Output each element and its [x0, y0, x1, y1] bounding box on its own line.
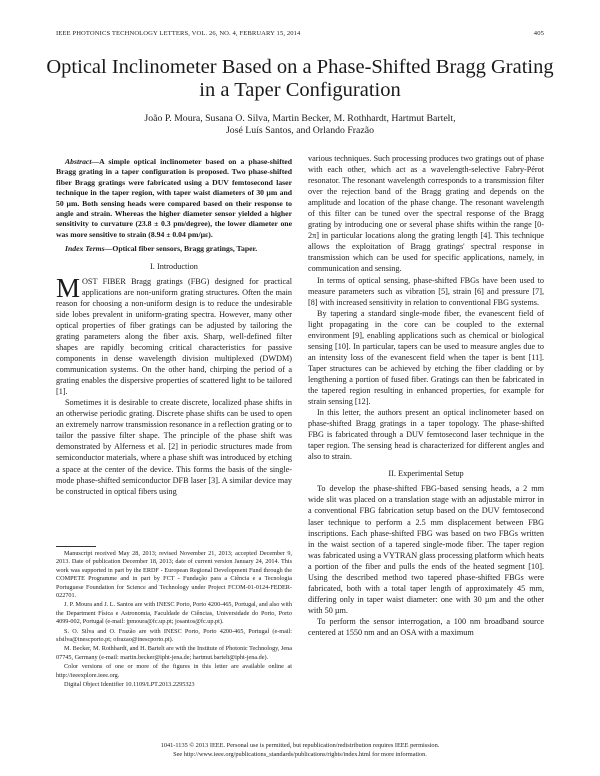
index-terms: [56, 244, 292, 254]
paper-title: Optical Inclinometer Based on a Phase-Shifted Bragg Grating in a Taper Configuration: [46, 56, 554, 101]
footnote: J. P. Moura and J. L. Santos are with INESC Porto, Porto 4200-465, Portugal, and also with the Department Física e Astronomia, Faculdade de Ciências, Universidade do Porto, Porto 4099-002, Portugal (e-mail: jpmoura@fc.up.pt; josantos@fc.up.pt).: [56, 601, 292, 626]
copyright-line: 1041-1135 © 2013 IEEE. Personal use is permitted, but republication/redistribution requires IEEE permission.: [160, 742, 440, 749]
rights-link-line: See http://www.ieee.org/publications_standards/publications/rights/index.html for more information.: [173, 750, 427, 758]
author-list: [80, 113, 520, 138]
body-paragraph: To develop the phase-shifted FBG-based sensing heads, a 2 mm wide slit was placed on a translation stage with an adjustable mirror in a conventional FBG fabrication setup based on the DUV femtosecond laser technique to perform a 2.5 mm displacement between FBG inscriptions. Each phase-shifted FBG was based on two FBGs written in the waist section of a tapered single-mode fiber. The taper region was fabricated using a VYTRAN glass processing platform which heats a portion of the fiber and pulls the ends of the heated segment [10]. Using the described method two tapered phase-shifted FBGs were fabricated, both with a total taper length of approximately 45 mm, differing only in taper waist diameter: one with 30 µm and the other with 50 µm.: [308, 484, 544, 615]
author-line: João P. Moura, Susana O. Silva, Martin Becker, M. Rothhardt, Hartmut Bartelt,: [144, 113, 456, 124]
running-header: [56, 30, 544, 37]
footnote: Color versions of one or more of the figures in this letter are available online at http://ieeexplore.ieee.org.: [56, 663, 292, 679]
body-paragraph: In terms of optical sensing, phase-shifted FBGs have been used to measure parameters such as vibration [5], strain [6] and pressure [7], [8] with increased sensitivity in relation to conventional FBG systems.: [308, 275, 544, 307]
body-paragraph: Sometimes it is desirable to create discrete, localized phase shifts in an otherwise periodic grating. Discrete phase shifts can be used to open an extremely narrow transmission resonance in a reflection grating or to tailor the passive filter shape. The principle of the phase shift was demonstrated by Alferness et al. [2] in periodic structures made from semiconductor materials, where a phase shift was introduced by etching a space at the center of the device. This forms the basis of the single-mode phase-shifted semiconductor DFB laser [3]. A similar device may be constructed in optical fibers using: [56, 398, 292, 496]
intro-text: OST FIBER Bragg gratings (FBG) designed for practical applications are non-uniform grating structures. Often the main reason for choosing a non-uniform design is to reduce the undesirable side lobes prevalent in uniform-grating spectra. However, many other optical properties of fiber gratings can be adjusted by tailoring the grating parameters along the fiber axis. Sharp, well-defined filter shapes are rapidly becoming critical characteristics for passive components in dense wavelength division multiplexed (DWDM) communication systems. On the other hand, chirping the period of a grating enables the dispersive properties of scattered light to be tailored [1].: [56, 276, 292, 397]
right-column: [308, 153, 544, 638]
body-paragraph: To perform the sensor interrogation, a 100 nm broadband source centered at 1550 nm and an OSA with a maximum: [308, 616, 544, 637]
footnote: S. O. Silva and O. Frazão are with INESC Porto, Porto 4200-465, Portugal (e-mail: sfsilva@inescporto.pt; ofrazao@inescporto.pt).: [56, 627, 292, 644]
left-column: [56, 157, 292, 497]
section-heading-introduction: I. Introduction: [150, 261, 198, 271]
body-paragraph: In this letter, the authors present an optical inclinometer based on phase-shifted Bragg gratings in a taper topology. The phase-shifted FBG is fabricated through a DUV femtosecond laser technique in the taper region. The sensing head is characterized for different angles and also to strain.: [308, 408, 544, 462]
copyright-notice: [56, 742, 544, 759]
body-paragraph: various techniques. Such processing produces two gratings out of phase with each other, which act as a wavelength-selective Fabry-Pérot resonator. The resonant wavelength corresponds to a transmission filter over the rejection band of the Bragg grating and depends on the amplitude and location of the phase change. The resonant wavelength of this filter can be tuned over the spectral response of the Bragg grating by introducing one or several phase shifts within the range [0-2π] in particular locations along the grating length [4]. This technique allows the exploitation of Bragg gratings' spectral response in transmission which can be used for specific applications, namely, in communication and sensing.: [308, 154, 544, 274]
body-paragraph: By tapering a standard single-mode fiber, the evanescent field of light propagating in the core can be coupled to the external environment [9], enabling applications such as chemical or biological sensing [10]. In particular, tapers can be used to measure angles due to an intensity loss of the evanescent field when the taper is bent [11]. Taper structures can be achieved by etching the fiber cladding or by lengthening a portion of fused fiber. Gratings can then be fabricated in the tapered region resulting in enhanced properties, for example for strain sensing [12].: [308, 308, 544, 407]
index-terms-text: Optical fiber sensors, Bragg gratings, Taper.: [112, 244, 258, 254]
abstract: [56, 157, 292, 240]
abstract-label: Abstract—: [65, 157, 100, 166]
footnote: Digital Object Identifier 10.1109/LPT.2013.2295323: [64, 681, 195, 689]
footnote-rule: [56, 546, 96, 547]
intro-paragraph: [56, 272, 292, 398]
footnote: Manuscript received May 28, 2013; revised November 21, 2013; accepted December 9, 2013. Date of publication December 18, 2013; date of current version January 24, 2014. This work was supported in part by the ERDF - European Regional Development Fund through the COMPETE Programme and in part by FCT - Fundação para a Ciência e a Tecnologia Portuguese Foundation for Science and Technology under Project FCOM-01-0124-FEDER-022701.: [56, 550, 292, 600]
author-line: José Luís Santos, and Orlando Frazão: [225, 125, 374, 137]
dropcap: M: [56, 272, 81, 303]
abstract-text: A simple optical inclinometer based on a phase-shifted Bragg grating in a taper configuration is proposed. Two phase-shifted fiber Bragg gratings were fabricated using a DUV femtosecond laser technique in the taper region, with taper waist diameters of 30 µm and 50 µm. Both sensing heads were compared based on their response to angle and strain. Whereas the higher diameter sensor yielded a higher sensitivity to curvature (23.8 ± 0.3 pm/degree), the lower diameter one was more sensitive to strain (8.94 ± 0.04 pm/µε).: [56, 157, 292, 239]
footnotes: [56, 550, 292, 691]
page-number: 405: [533, 30, 544, 37]
index-terms-label: Index Terms—: [65, 244, 113, 254]
journal-name: IEEE PHOTONICS TECHNOLOGY LETTERS, VOL. 26, NO. 4, FEBRUARY 15, 2014: [56, 30, 301, 37]
footnote: M. Becker, M. Rothhardt, and H. Bartelt are with the Institute of Photonic Technology, Jena 07745, Germany (e-mail: martin.becker@ipht-jena.de; hartmut.bartelt@ipht-jena.de).: [56, 645, 292, 661]
section-heading-setup: II. Experimental Setup: [388, 469, 464, 479]
